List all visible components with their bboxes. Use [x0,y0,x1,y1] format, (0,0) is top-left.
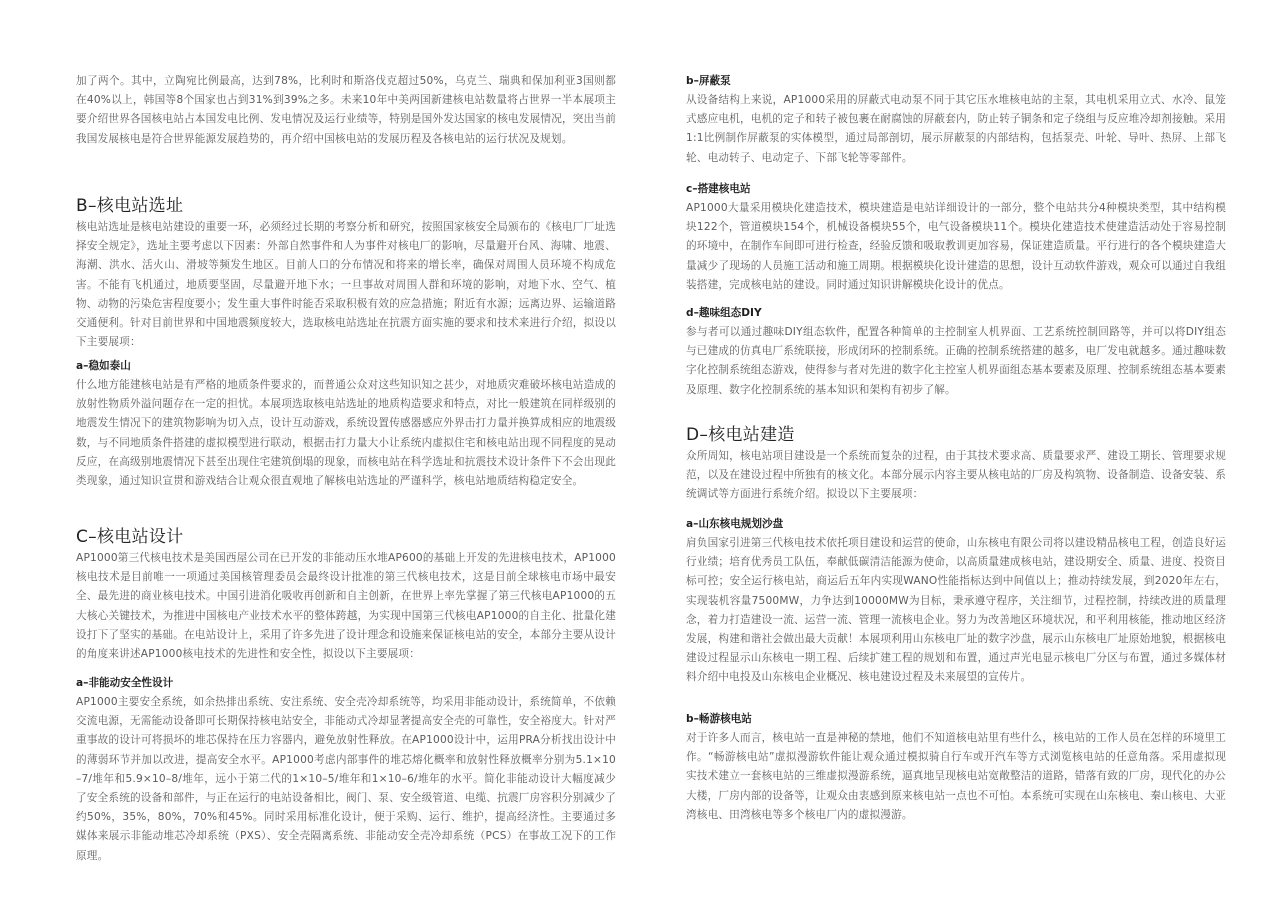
section-c-item-a-paragraph: AP1000主要安全系统，如余热排出系统、安注系统、安全壳冷却系统等，均采用非能动设计，系统简单，不依赖交流电源，无需能动设备即可长期保持核电站安全，非能动式冷却显著提高安全壳的可靠性，安全裕度大。针对严重事故的设计可将损坏的堆芯保持在压力容器内，避免放射性释放。在AP1000设计中，运用PRA分析找出设计中的薄弱环节并加以改进，提高安全水平。AP1000考虑内部事件的堆芯熔化概率和放射性释放概率分别为5.1×10–7/堆年和5.9×10–8/堆年，远小于第二代的1×10–5/堆年和1×10–6/堆年的水平。简化非能动设计大幅度减少了安全系统的设备和部件，与正在运行的电站设备相比，阀门、泵、安全级管道、电缆、抗震厂房容积分别减少了约50%，35%，80%，70%和45%。同时采用标准化设计，便于采购、运行、维护，提高经济性。主要通过多媒体来展示非能动堆芯冷却系统（PXS）、安全壳隔离系统、非能动安全壳冷却系统（PCS）在事故工况下的工作原理。 [76,696,616,862]
section-b-item-a [76,357,616,491]
section-c-item-c-paragraph: AP1000大量采用模块化建造技术，模块建造是电站详细设计的一部分，整个电站共分4种模块类型，其中结构模块122个，管道模块154个，机械设备模块55个，电气设备模块11个。模块化建造技术使建造活动处于容易控制的环境中，在制作车间即可进行检查，经验反馈和吸取教训更加容易，保证建造质量。平行进行的各个模块建造大量减少了现场的人员施工活动和施工周期。根据模块化设计建造的思想，设计互动软件游戏，观众可以通过自我组装搭建，完成核电站的建设。同时通过知识讲解模块化设计的优点。 [686,202,1226,291]
section-c [76,526,616,664]
section-d-item-a [686,515,1226,688]
section-b-paragraph: 核电站选址是核电站建设的重要一环，必须经过长期的考察分析和研究，按照国家核安全局颁布的《核电厂厂址选择安全规定》，选址主要考虑以下因素：外部自然事件和人为事件对核电厂的影响，尽量避开台风、海啸、地震、海潮、洪水、活火山、滑坡等频发生地区。目前人口的分布情况和将来的增长率，确保对周围人员环境不构成危害。不能有飞机通过，地质要坚固，尽量避开地下水；一旦事故对周围人群和环境的影响，对地下水、空气、植物、动物的污染危害程度要小；发生重大事件时能否采取积极有效的应急措施；附近有水源；远离边界、运输道路交通便利。针对目前世界和中国地震频度较大，选取核电站选址在抗震方面实施的要求和技术来进行介绍，拟设以下主要展项： [76,221,616,349]
section-c-item-b-title: b–屏蔽泵 [686,75,731,87]
section-c-item-c [686,180,1226,295]
section-d-item-b-paragraph: 对于许多人而言，核电站一直是神秘的禁地，他们不知道核电站里有些什么，核电站的工作人员在怎样的环境里工作。“畅游核电站”虚拟漫游软件能让观众通过模拟骑自行车或开汽车等方式浏览核电站的任意角落。采用虚拟现实技术建立一套核电站的三维虚拟漫游系统，逼真地呈现核电站宽敞整洁的道路，错落有致的厂房，现代化的办公大楼，厂房内部的设备等，让观众由衷感到原来核电站一点也不可怕。本系统可实现在山东核电、秦山核电、大亚湾核电、田湾核电等多个核电厂内的虚拟漫游。 [686,732,1226,821]
section-c-title: C–核电站设计 [76,527,184,547]
section-c-item-c-title: c–搭建核电站 [686,183,751,195]
section-b-item-a-paragraph: 什么地方能建核电站是有严格的地质条件要求的，而普通公众对这些知识知之甚少，对地质灾难破坏核电站造成的放射性物质外溢问题存在一定的担忧。本展项选取核电站选址的地质构造要求和特点，对比一般建筑在同样级别的地震发生情况下的建筑物影响为切入点，设计互动游戏，系统设置传感器感应外界击打力量并换算成相应的地震级数，与不同地质条件搭建的虚拟模型进行联动，根据击打力量大小让系统内虚拟住宅和核电站出现不同程度的晃动反应，在高级别地震情况下甚至出现住宅建筑倒塌的现象，而核电站在科学选址和抗震技术设计条件下不会出现此类现象，通过知识宣贯和游戏结合让观众很直观地了解核电站选址的严谨科学，核电站地质结构稳定安全。 [76,379,616,488]
section-c-item-a-title: a–非能动安全性设计 [76,677,174,689]
intro-block [76,72,616,149]
section-d-title: D–核电站建造 [686,425,795,445]
section-c-item-d-title: d–趣味组态DIY [686,307,762,319]
section-b-title: B–核电站选址 [76,196,184,216]
section-b [76,195,616,352]
section-c-item-a [76,674,616,866]
section-c-item-d-paragraph: 参与者可以通过趣味DIY组态软件，配置各种简单的主控制室人机界面、工艺系统控制回路等，并可以将DIY组态与已建成的仿真电厂系统联接，形成闭环的控制系统。正确的控制系统搭建的越多，电厂发电就越多。通过趣味数字化控制系统组态游戏，使得参与者对先进的数字化主控室人机界面组态基本要素及原理、控制系统组态基本要素及原理、数字化控制系统的基本知识和架构有初步了解。 [686,326,1226,396]
section-d-item-b [686,710,1226,825]
section-d-paragraph: 众所周知，核电站项目建设是一个系统而复杂的过程，由于其技术要求高、质量要求严、建设工期长、管理要求规范，以及在建设过程中所独有的核文化。本部分展示内容主要从核电站的厂房及构筑物、设备制造、设备安装、系统调试等方面进行系统介绍。拟设以下主要展项： [686,450,1226,501]
section-d [686,424,1226,505]
section-c-item-b [686,72,1226,168]
section-c-item-d [686,304,1226,400]
section-d-item-a-title: a–山东核电规划沙盘 [686,518,784,530]
intro-paragraph: 加了两个。其中，立陶宛比例最高，达到78%，比利时和斯洛伐克超过50%，乌克兰、瑞典和保加利亚3国则都在40%以上，韩国等8个国家也占到31%到39%之多。未来10年中美两国新建核电站数量将占世界一半本展项主要介绍世界各国核电站占本国发电比例、发电情况及运行业绩等，特别是国外发达国家的核电发展情况，突出当前我国发展核电是符合世界能源发展趋势的，再介绍中国核电站的发展历程及各核电站的运行状况及规划。 [76,75,616,145]
section-c-item-b-paragraph: 从设备结构上来说，AP1000采用的屏蔽式电动泵不同于其它压水堆核电站的主泵，其电机采用立式、水冷、鼠笼式感应电机，电机的定子和转子被包裹在耐腐蚀的屏蔽套内，防止转子铜条和定子绕组与反应堆冷却剂接触。采用1:1比例制作屏蔽泵的实体模型，通过局部剖切，展示屏蔽泵的内部结构，包括泵壳、叶轮、导叶、热屏、上部飞轮、电动转子、电动定子、下部飞轮等零部件。 [686,94,1226,164]
section-c-paragraph: AP1000第三代核电技术是美国西屋公司在已开发的非能动压水堆AP600的基础上开发的先进核电技术，AP1000核电技术是目前唯一一项通过美国核管理委员会最终设计批准的第三代核电技术，这是目前全球核电市场中最安全、最先进的商业核电技术。中国引进消化吸收再创新和自主创新，在世界上率先掌握了第三代核电AP1000的五大核心关键技术，为推进中国核电产业技术水平的整体跨越，为实现中国第三代核电AP1000的自主化、批量化建设打下了坚实的基础。在电站设计上，采用了许多先进了设计理念和设施来保证核电站的安全，本部分主要从设计的角度来讲述AP1000核电技术的先进性和安全性，拟设以下主要展项： [76,552,616,661]
section-b-item-a-title: a–稳如泰山 [76,360,131,372]
section-d-item-b-title: b–畅游核电站 [686,713,752,725]
section-d-item-a-paragraph: 肩负国家引进第三代核电技术依托项目建设和运营的使命，山东核电有限公司将以建设精品核电工程，创造良好运行业绩；培育优秀员工队伍，奉献低碳清洁能源为使命，以高质量建成核电站，建设期安全、质量、进度、投资目标可控；安全运行核电站，商运后五年内实现WANO性能指标达到中间值以上；推动持续发展，到2020年左右，实现装机容量7500MW，力争达到10000MW为目标，秉承遵守程序，关注细节，过程控制，持续改进的质量理念，着力打造建设一流、运营一流、管理一流核电企业。努力为改善地区环境状况，和平利用核能，推动地区经济发展，构建和谐社会做出最大贡献！本展项利用山东核电厂址的数字沙盘，展示山东核电厂址原始地貌，根据核电建设过程显示山东核电一期工程、后续扩建工程的规划和布置，通过声光电显示核电厂分区与布置，通过多媒体材料介绍中电投及山东核电企业概况、核电建设过程及未来展望的宣传片。 [686,537,1226,684]
